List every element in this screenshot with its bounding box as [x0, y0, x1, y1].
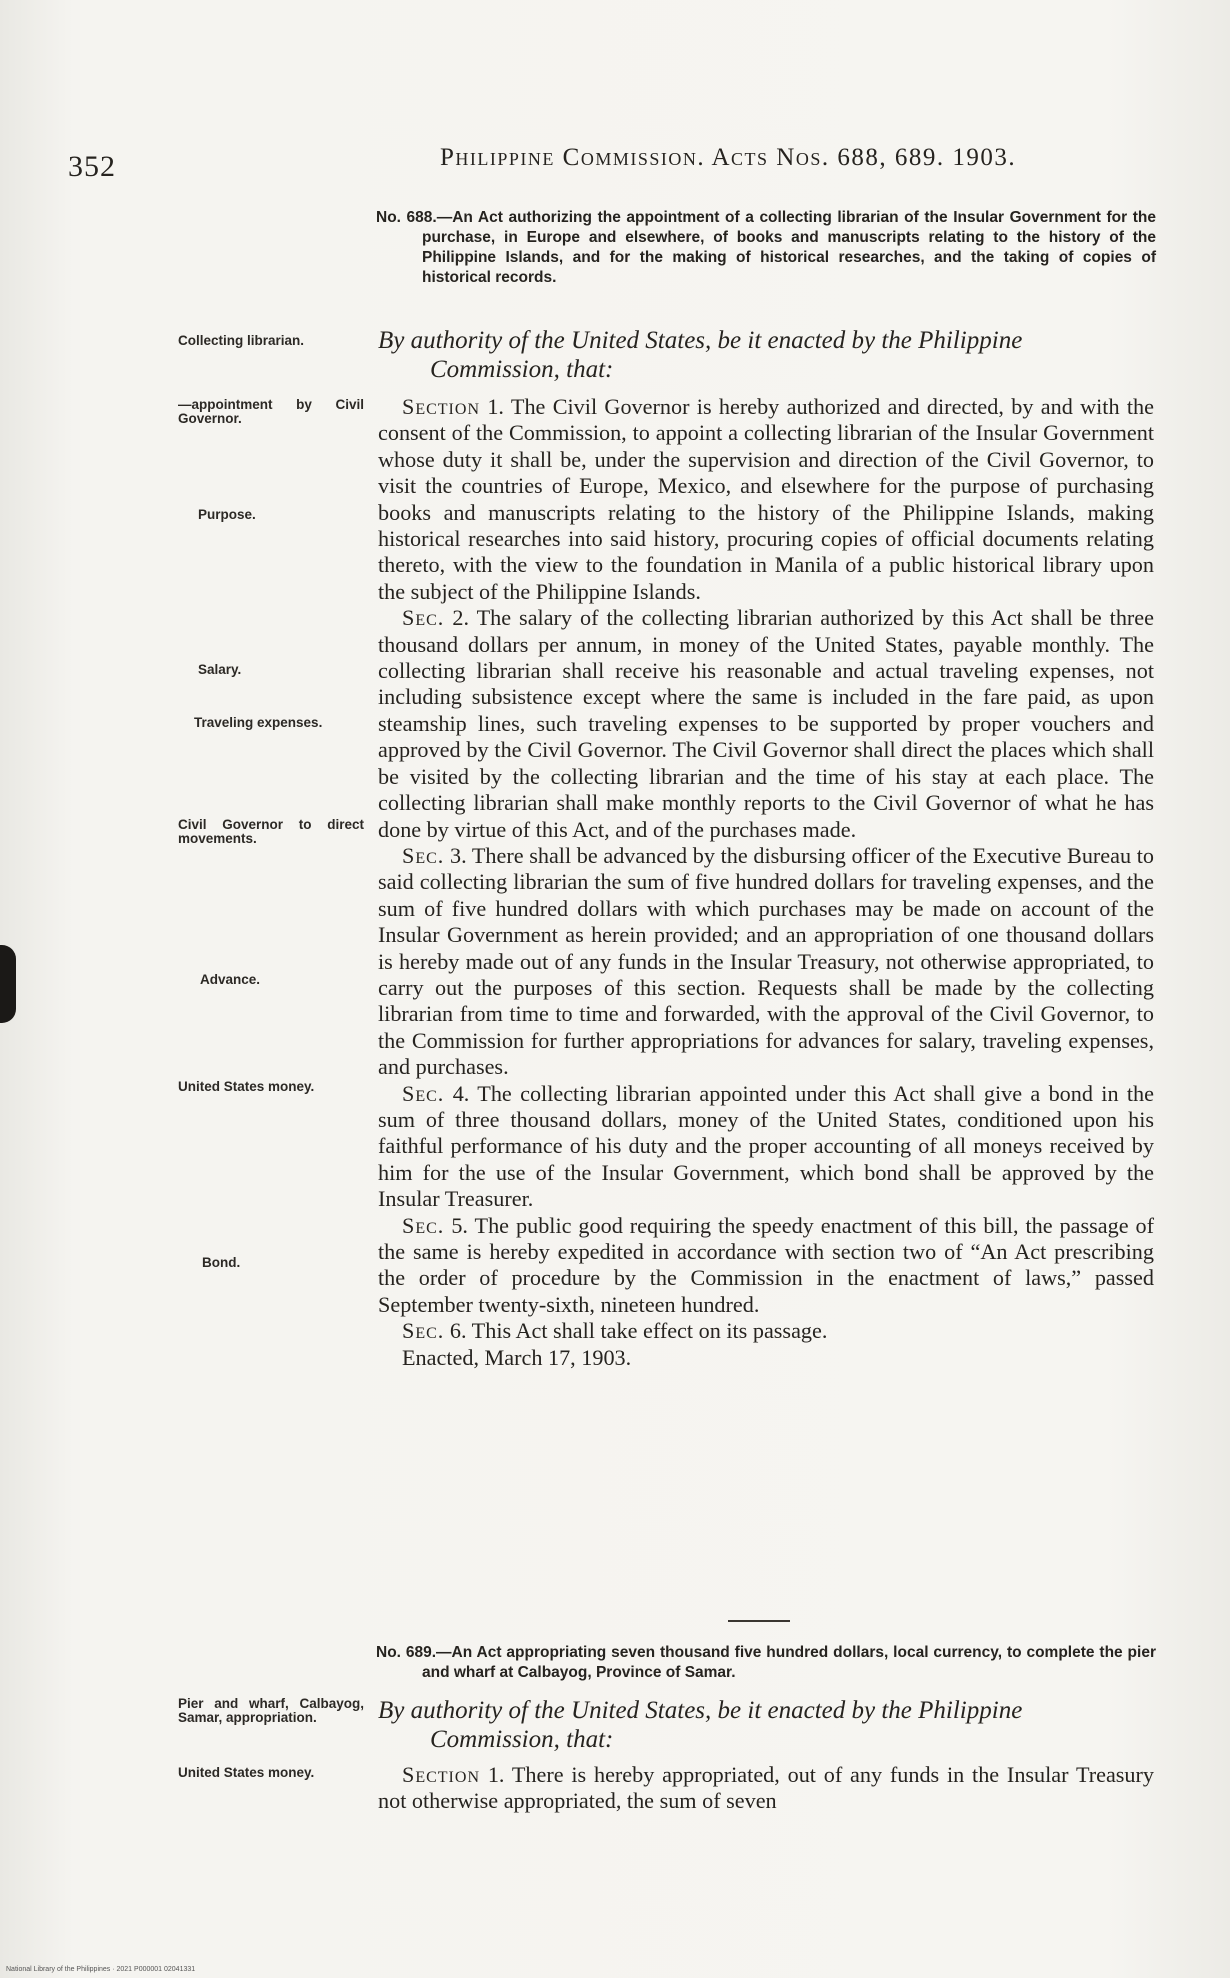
section-divider-rule [728, 1620, 790, 1622]
act-688-section-5 [378, 1213, 1154, 1319]
act-688-section-6 [378, 1318, 1154, 1344]
section-text: 4. The collecting librarian appointed under this Act shall give a bond in the sum of three thousand dollars, money of the United States, conditioned upon his faithful performance of his duty and the proper accounting of all moneys received by him for the use of the Insular Government, which bond shall be approved by the Insular Treasurer. [378, 1080, 1154, 1212]
act-688-enacted-date: Enacted, March 17, 1903. [402, 1344, 632, 1370]
margin-note-traveling-expenses: Traveling expenses. [194, 715, 323, 730]
act-688-enact-line2: Commission, that: [430, 356, 614, 383]
section-text: 1. There is hereby appropriated, out of any funds in the Insular Treasury not otherwise appropriated, the sum of seven [378, 1762, 1155, 1814]
section-label: Sec. [402, 1212, 445, 1238]
margin-note-appointment: —appointment by Civil Governor. [178, 397, 364, 426]
act-688-section-1 [378, 394, 1154, 605]
act-688-section-3 [378, 843, 1154, 1081]
act-688-enacting-clause [378, 326, 1158, 384]
act-688-heading-text: No. 688.—An Act authorizing the appointment of a collecting librarian of the Insular Government for the purchase, in Europe and elsewhere, of books and manuscripts relating to the history of the Philippine Islands, and for the making of historical researches, and the taking of copies of historical records. [376, 209, 1156, 286]
act-688-body [378, 394, 1154, 1371]
act-689-heading-text: No. 689.—An Act appropriating seven thousand five hundred dollars, local currency, to complete the pier and wharf at Calbayog, Province of Samar. [376, 1644, 1156, 1681]
page-number: 352 [68, 150, 116, 183]
act-688-section-2 [378, 605, 1154, 843]
margin-note-bond: Bond. [202, 1255, 241, 1270]
scan-edge-shadow [0, 945, 16, 1023]
section-label: Section [402, 1762, 480, 1787]
margin-note-united-states-money-2: United States money. [178, 1765, 315, 1780]
margin-note-advance: Advance. [200, 972, 261, 987]
section-text: 2. The salary of the collecting librarian authorized by this Act shall be three thousand dollars per annum, in money of the United States, payable monthly. The collecting librarian shall receive his reasonable and actual traveling expenses, not including subsistence except where the same is included in the fare paid, as upon steamship lines, such traveling expenses to be supported by proper vouchers and approved by the Civil Governor. The Civil Governor shall direct the places which shall be visited by the collecting librarian and the time of his stay at each place. The collecting librarian shall make monthly reports to the Civil Governor of what he has done by virtue of this Act, and of the purchases made. [378, 605, 1154, 842]
section-text: 5. The public good requiring the speedy enactment of this bill, the passage of the same is hereby expedited in accordance with section two of “An Act prescribing the order of procedure by the Commission in the enactment of laws,” passed September twenty-sixth, nineteen hundred. [378, 1212, 1155, 1317]
section-text: 3. There shall be advanced by the disbursing officer of the Executive Bureau to said collecting librarian the sum of five hundred dollars for traveling expenses, and the sum of five hundred dollars with which purchases may be made on account of the Insular Government as herein provided; and an appropriation of one thousand dollars is hereby made out of any funds in the Insular Treasury, not otherwise appropriated, to carry out the purposes of this section. Requests shall be made by the collecting librarian from time to time and forwarded, with the approval of the Civil Governor, to the Commission for further appropriations for advances for salary, traveling expenses, and purchases. [378, 842, 1154, 1080]
act-688-enact-line1: By authority of the United States, be it enacted by the Philippine [378, 327, 1023, 354]
section-label: Sec. [402, 842, 445, 868]
section-text: 1. The Civil Governor is hereby authorized and directed, by and with the consent of the Commission, to appoint a collecting librarian of the Insular Government whose duty it shall be, under the supervision and direction of the Civil Governor, to visit the countries of Europe, Mexico, and elsewhere for the purpose of purchasing books and manuscripts relating to the history of the Philippine Islands, making historical researches into said history, procuring copies of official documents relating thereto, with the view to the foundation in Manila of a public historical library upon the subject of the Philippine Islands. [378, 394, 1155, 604]
section-label: Sec. [402, 1318, 445, 1344]
act-689-body [378, 1762, 1154, 1815]
section-label: Sec. [402, 605, 445, 631]
act-688-heading [376, 208, 1156, 288]
act-689-heading [376, 1643, 1156, 1683]
margin-note-united-states-money-1: United States money. [178, 1079, 315, 1094]
act-689-enact-line1: By authority of the United States, be it enacted by the Philippine [378, 1697, 1023, 1724]
act-689-enacting-clause [378, 1696, 1158, 1754]
margin-note-pier-wharf: Pier and wharf, Calbayog, Samar, appropriation. [178, 1696, 364, 1725]
margin-note-purpose: Purpose. [198, 507, 256, 522]
act-689-section-1 [378, 1762, 1154, 1815]
act-689-enact-line2: Commission, that: [430, 1726, 614, 1753]
margin-note-civil-governor-direct: Civil Governor to direct movements. [178, 817, 364, 846]
section-label: Section [402, 394, 480, 419]
margin-note-salary: Salary. [198, 662, 242, 677]
scan-footer: National Library of the Philippines · 2021 P000001 02041331 [6, 1966, 196, 1973]
act-688-section-4 [378, 1081, 1154, 1213]
margin-note-collecting-librarian: Collecting librarian. [178, 333, 305, 348]
running-head: Philippine Commission. Acts Nos. 688, 689. 1903. [440, 144, 1017, 171]
section-text: 6. This Act shall take effect on its passage. [449, 1318, 828, 1344]
section-label: Sec. [402, 1080, 445, 1106]
